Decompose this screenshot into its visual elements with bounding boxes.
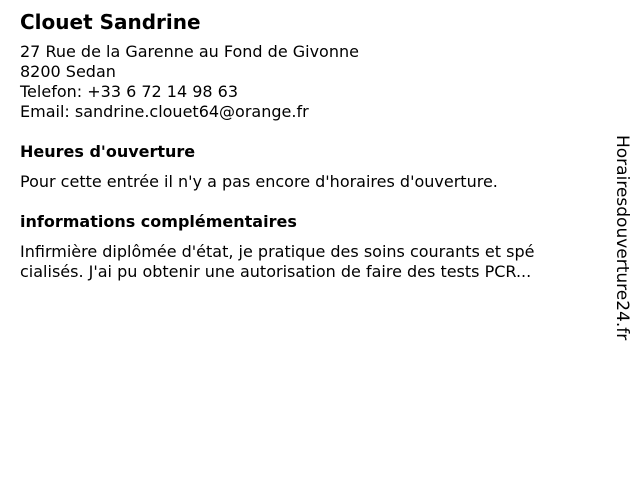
email-address: Email: sandrine.clouet64@orange.fr bbox=[20, 102, 309, 121]
additional-info-line: cialisés. J'ai pu obtenir une autorisation de faire des tests PCR... bbox=[20, 262, 532, 281]
address-city: 8200 Sedan bbox=[20, 62, 116, 81]
opening-hours-text: Pour cette entrée il n'y a pas encore d'horaires d'ouverture. bbox=[20, 172, 498, 191]
opening-hours-heading: Heures d'ouverture bbox=[20, 142, 196, 161]
site-watermark: Horairesdouverture24.fr bbox=[612, 135, 632, 341]
address-street: 27 Rue de la Garenne au Fond de Givonne bbox=[20, 42, 359, 61]
additional-info-heading: informations complémentaires bbox=[20, 212, 297, 231]
contact-card bbox=[20, 8, 600, 282]
additional-info-text bbox=[20, 242, 600, 282]
additional-info-line: Infirmière diplômée d'état, je pratique des soins courants et spé bbox=[20, 242, 535, 261]
contact-name: Clouet Sandrine bbox=[20, 10, 201, 34]
phone-number: Telefon: +33 6 72 14 98 63 bbox=[20, 82, 239, 101]
